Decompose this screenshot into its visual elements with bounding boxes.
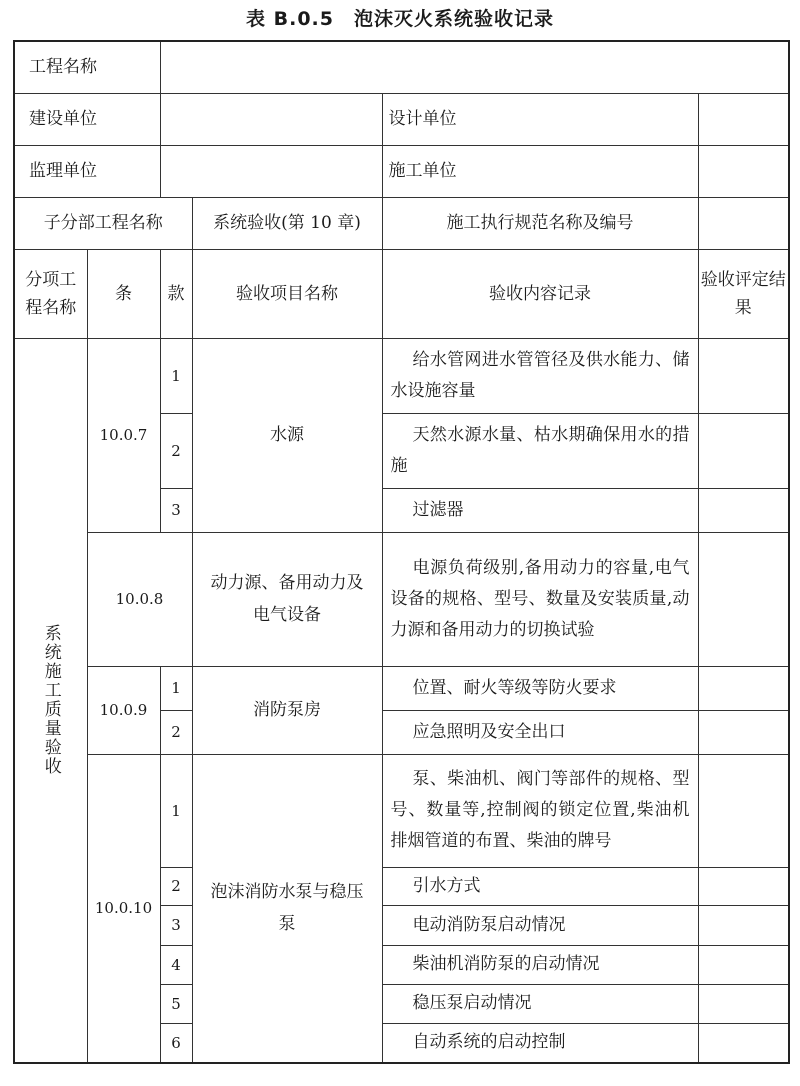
check-item-cell: 动力源、备用动力及电气设备 <box>192 532 382 666</box>
content-cell: 天然水源水量、枯水期确保用水的措施 <box>382 413 698 488</box>
supervision-unit-value[interactable] <box>160 145 382 197</box>
col-clause: 条 <box>87 249 160 338</box>
subclause-cell: 1 <box>160 338 192 413</box>
subclause-cell: 1 <box>160 666 192 710</box>
project-name-value[interactable] <box>160 41 789 93</box>
result-cell[interactable] <box>698 984 789 1023</box>
result-cell[interactable] <box>698 666 789 710</box>
design-unit-label <box>382 93 698 145</box>
sub-division-value: 系统验收(第 10 章) <box>192 197 382 249</box>
content-cell: 应急照明及安全出口 <box>382 710 698 754</box>
check-item-cell: 泡沫消防水泵与稳压泵 <box>192 754 382 1063</box>
subclause-cell: 3 <box>160 905 192 945</box>
unit-row-1 <box>14 93 789 145</box>
subclause-cell: 6 <box>160 1023 192 1063</box>
col-subclause: 款 <box>160 249 192 338</box>
clause-cell: 10.0.7 <box>87 338 160 532</box>
section-label-cell <box>14 338 87 1063</box>
result-cell[interactable] <box>698 867 789 905</box>
result-cell[interactable] <box>698 338 789 413</box>
subclause-cell: 2 <box>160 413 192 488</box>
result-cell[interactable] <box>698 754 789 867</box>
project-name-label: 工程名称 <box>14 41 160 93</box>
col-result: 验收评定结果 <box>698 249 789 338</box>
content-cell: 泵、柴油机、阀门等部件的规格、型号、数量等,控制阀的锁定位置,柴油机排烟管道的布置、柴油的牌号 <box>382 754 698 867</box>
content-cell: 自动系统的启动控制 <box>382 1023 698 1063</box>
table-row <box>14 338 789 413</box>
content-cell: 引水方式 <box>382 867 698 905</box>
result-cell[interactable] <box>698 905 789 945</box>
subclause-cell: 4 <box>160 945 192 984</box>
subclause-cell: 2 <box>160 867 192 905</box>
result-cell[interactable] <box>698 532 789 666</box>
col-check-item: 验收项目名称 <box>192 249 382 338</box>
clause-cell: 10.0.10 <box>87 754 160 1063</box>
table-row <box>14 532 789 666</box>
content-cell: 给水管网进水管管径及供水能力、储水设施容量 <box>382 338 698 413</box>
subclause-cell: 2 <box>160 710 192 754</box>
col-item-name: 分项工程名称 <box>14 249 87 338</box>
content-cell: 柴油机消防泵的启动情况 <box>382 945 698 984</box>
supervision-unit-label: 监理单位 <box>14 145 160 197</box>
section-label: 系统施工质量验收 <box>40 624 61 777</box>
page-title: 表 B.0.5 泡沫灭火系统验收记录 <box>246 8 554 30</box>
content-cell: 过滤器 <box>382 488 698 532</box>
content-cell: 电动消防泵启动情况 <box>382 905 698 945</box>
project-name-row <box>14 41 789 93</box>
clause-cell: 10.0.8 <box>87 532 192 666</box>
construction-unit-label: 建设单位 <box>14 93 160 145</box>
builder-unit-value[interactable] <box>698 145 789 197</box>
builder-unit-label <box>382 145 698 197</box>
acceptance-record-table <box>13 40 790 1064</box>
result-cell[interactable] <box>698 710 789 754</box>
result-cell[interactable] <box>698 1023 789 1063</box>
design-unit-text: 设计单位 <box>388 109 457 129</box>
content-cell: 位置、耐火等级等防火要求 <box>382 666 698 710</box>
subclause-cell: 5 <box>160 984 192 1023</box>
table-row <box>14 666 789 710</box>
subclause-cell: 3 <box>160 488 192 532</box>
result-cell[interactable] <box>698 945 789 984</box>
subclause-cell: 1 <box>160 754 192 867</box>
sub-division-label: 子分部工程名称 <box>14 197 192 249</box>
design-unit-value[interactable] <box>698 93 789 145</box>
sub-division-row <box>14 197 789 249</box>
col-content: 验收内容记录 <box>382 249 698 338</box>
builder-unit-text: 施工单位 <box>388 161 457 181</box>
unit-row-2 <box>14 145 789 197</box>
spec-label: 施工执行规范名称及编号 <box>382 197 698 249</box>
clause-cell: 10.0.9 <box>87 666 160 754</box>
content-cell: 电源负荷级别,备用动力的容量,电气设备的规格、型号、数量及安装质量,动力源和备用动力的切换试验 <box>382 532 698 666</box>
result-cell[interactable] <box>698 488 789 532</box>
column-header-row <box>14 249 789 338</box>
check-item-cell: 消防泵房 <box>192 666 382 754</box>
check-item-cell: 水源 <box>192 338 382 532</box>
table-row <box>14 754 789 867</box>
spec-value[interactable] <box>698 197 789 249</box>
result-cell[interactable] <box>698 413 789 488</box>
construction-unit-value[interactable] <box>160 93 382 145</box>
content-cell: 稳压泵启动情况 <box>382 984 698 1023</box>
